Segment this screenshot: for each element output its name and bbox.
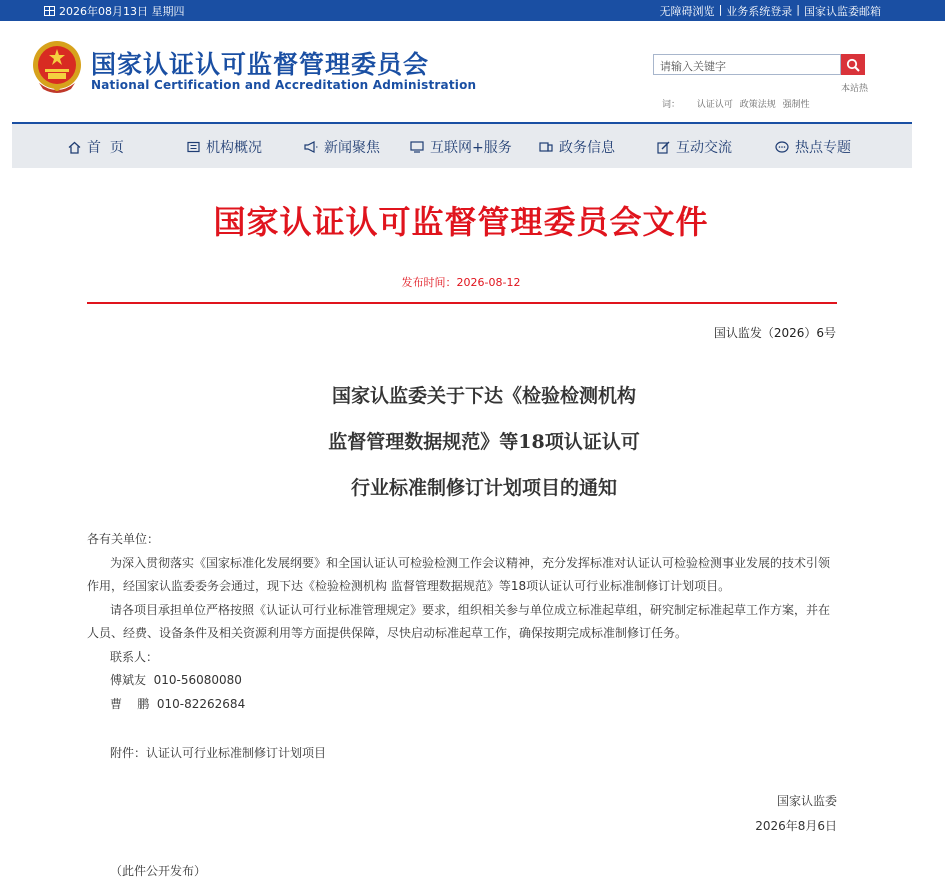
notice-body — [87, 528, 837, 716]
site-header — [0, 21, 945, 123]
notice-title-line: 行业标准制修订计划项目的通知 — [350, 477, 617, 499]
separator: | — [796, 3, 800, 16]
sign-date: 2026年8月6日 — [755, 819, 837, 833]
contacts-label: 联系人： — [110, 649, 159, 664]
contact-entry: 傅斌友 010-56080080 — [110, 673, 242, 687]
org-icon — [187, 141, 200, 153]
hotword-link[interactable]: 认证认可 — [696, 100, 733, 110]
nav-label: 热点专题 — [795, 140, 851, 156]
megaphone-icon — [304, 141, 318, 153]
nav-home[interactable] — [68, 137, 124, 157]
site-name-cn[interactable]: 国家认证认可监督管理委员会 — [91, 50, 430, 79]
paragraph: 为深入贯彻落实《国家标准化发展纲要》和全国认证认可检验检测工作会议精神，充分发挥标准对认证认可检验检测事业发展的技术引领作用，经国家认监委委务会通过，现下达《检验检测机构 监督管理数据规范》等18项认证认可行业标准制修订计划项目。 — [87, 555, 831, 593]
publish-time: 发布时间：2026-08-12 — [401, 276, 521, 289]
top-utility-bar — [0, 0, 945, 21]
info-icon — [539, 141, 553, 153]
notice-title — [0, 373, 945, 511]
search-input[interactable]: 请输入关键字 — [653, 54, 841, 75]
nav-label: 互联网+服务 — [430, 140, 512, 156]
calendar-icon — [44, 6, 55, 16]
document-header-title: 国家认证认可监督管理委员会文件 — [213, 203, 709, 241]
publication-note: （此件公开发布） — [110, 864, 207, 878]
red-divider — [87, 302, 837, 304]
nav-label: 新闻聚焦 — [324, 140, 380, 156]
business-login-link[interactable]: 业务系统登录 — [726, 5, 793, 18]
top-links — [660, 3, 881, 19]
separator: | — [718, 3, 723, 16]
contact-entry: 曹 鹏 010-82262684 — [110, 696, 246, 711]
notice-title-line: 监督管理数据规范》等18项认证认可 — [328, 431, 640, 453]
nav-hot-topics[interactable] — [775, 137, 851, 157]
site-name-en: National Certification and Accreditation Administration — [91, 78, 477, 92]
mailbox-link[interactable]: 国家认监委邮箱 — [804, 5, 881, 18]
notice-title-line: 国家认监委关于下达《检验检测机构 — [331, 385, 636, 407]
nav-government-info[interactable] — [539, 137, 615, 157]
nav-label: 首 页 — [87, 140, 124, 156]
document-number: 国认监发（2026）6号 — [713, 326, 836, 340]
attachment-link[interactable]: 附件：认证认可行业标准制修订计划项目 — [110, 746, 327, 760]
nav-label: 政务信息 — [559, 140, 615, 156]
monitor-icon — [410, 141, 424, 153]
hot-words — [662, 97, 814, 110]
nav-label: 互动交流 — [676, 140, 732, 156]
hotword-link[interactable]: 强制性 — [782, 100, 810, 110]
hotword-link[interactable]: 政策法规 — [739, 100, 776, 110]
nav-about[interactable] — [187, 137, 262, 157]
site-search-label: 本站热 — [841, 84, 869, 94]
main-nav — [12, 122, 912, 168]
edit-icon — [657, 141, 670, 154]
paragraph: 请各项目承担单位严格按照《认证认可行业标准管理规定》要求，组织相关参与单位成立标准起草组，研究制定标准起草工作方案，并在人员、经费、设备条件及相关资源利用等方面提供保障，尽快启动标准起草工作，确保按期完成标准制修订任务。 — [87, 602, 831, 640]
nav-news[interactable] — [304, 137, 380, 157]
national-emblem-icon[interactable] — [31, 39, 83, 95]
home-icon — [68, 141, 81, 154]
search-button[interactable] — [841, 54, 865, 75]
accessibility-link[interactable]: 无障碍浏览 — [659, 5, 715, 18]
chat-icon — [775, 141, 789, 154]
nav-interaction[interactable] — [657, 137, 732, 157]
current-date — [44, 3, 185, 19]
nav-label: 机构概况 — [206, 140, 262, 156]
signer: 国家认监委 — [776, 794, 837, 808]
salutation: 各有关单位： — [87, 532, 160, 546]
nav-internet-services[interactable] — [410, 137, 512, 157]
date-text: 2026年08月13日 星期四 — [59, 5, 185, 18]
hotwords-label: 词： — [662, 100, 681, 110]
search-icon — [846, 58, 860, 72]
